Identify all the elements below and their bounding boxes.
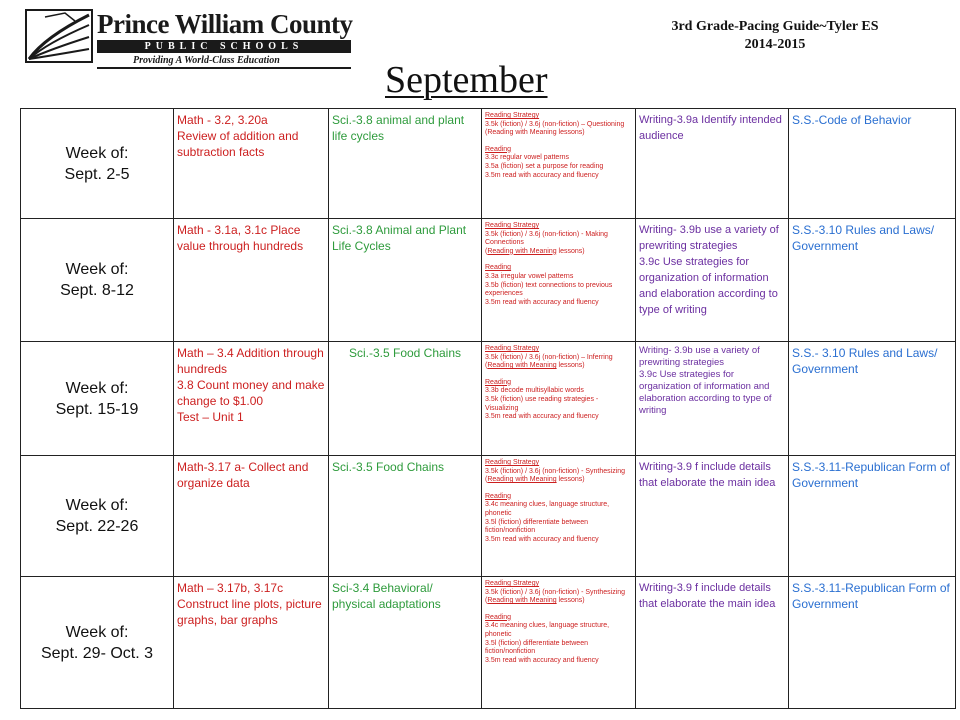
- social-studies-cell: [789, 456, 956, 577]
- reading-spacer: [485, 606, 632, 614]
- reading-line: 3.3c regular vowel patterns: [485, 154, 570, 162]
- math-cell: [174, 109, 329, 219]
- reading-heading: Reading: [485, 145, 512, 153]
- week-dates: Sept. 2-5: [64, 165, 130, 183]
- reading-strategy-line: 3.5k (fiction) / 3.6j (non-fiction) – Inferring: [485, 353, 613, 361]
- math-text: Test – Unit 1: [177, 410, 244, 424]
- page-header: [0, 0, 960, 108]
- month-title: September: [385, 59, 548, 101]
- org-tagline: Providing A World-Class Education: [133, 55, 280, 66]
- reading-line: 3.4c meaning clues, language structure, phonetic: [485, 622, 610, 638]
- reading-with-meaning-link[interactable]: Reading with Meaning: [487, 247, 557, 255]
- science-text: Sci-3.4 Behavioral/ physical adaptations: [332, 581, 441, 611]
- week-dates: Sept. 15-19: [55, 400, 139, 418]
- org-subtitle: PUBLIC SCHOOLS: [97, 40, 351, 53]
- school-year: 2014-2015: [744, 37, 806, 52]
- social-studies-text: S.S.-3.10 Rules and Laws/ Government: [792, 223, 935, 253]
- week-label: Week of:: [65, 261, 129, 278]
- social-studies-cell: [789, 219, 956, 342]
- math-cell: [174, 456, 329, 577]
- week-dates: Sept. 8-12: [60, 282, 134, 299]
- week-dates: Sept. 22-26: [55, 518, 139, 535]
- reading-spacer: [485, 485, 632, 493]
- social-studies-text: S.S.-3.11-Republican Form of Government: [792, 581, 950, 611]
- week-label: Week of:: [65, 497, 129, 514]
- social-studies-cell: [789, 109, 956, 219]
- reading-with-meaning-link[interactable]: Reading with Meaning: [487, 597, 557, 605]
- week-row: [21, 342, 956, 456]
- reading-meaning-line: (Reading with Meaning lessons): [485, 597, 585, 605]
- week-label: Week of:: [65, 144, 129, 162]
- reading-cell: [482, 342, 636, 456]
- writing-cell: [636, 577, 789, 709]
- reading-line: 3.5m read with accuracy and fluency: [485, 413, 599, 421]
- week-cell: [21, 577, 174, 709]
- county-seal-icon: [25, 9, 93, 63]
- social-studies-text: S.S.-3.11-Republican Form of Government: [792, 460, 950, 490]
- reading-line: 3.5l (fiction) differentiate between fiction/nonfiction: [485, 518, 588, 535]
- math-text: Math - 3.1a, 3.1c Place value through hundreds: [177, 223, 304, 253]
- math-cell: [174, 342, 329, 456]
- week-row: [21, 577, 956, 709]
- social-studies-cell: [789, 342, 956, 456]
- reading-strategy-heading: Reading Strategy: [485, 459, 540, 466]
- reading-strategy-line: 3.5k (fiction) / 3.6j (non-fiction) - Making Connections: [485, 230, 608, 247]
- writing-text: Writing-3.9 f include details that elaborate the main idea: [639, 582, 776, 610]
- social-studies-text: S.S.- 3.10 Rules and Laws/ Government: [792, 346, 938, 376]
- reading-meaning-line: (Reading with Meaning lessons): [485, 362, 585, 370]
- writing-text: Writing- 3.9b use a variety of prewriting strategies: [639, 345, 760, 368]
- reading-cell: [482, 577, 636, 709]
- math-text: Math – 3.4 Addition through hundreds: [177, 346, 324, 376]
- reading-with-meaning-link[interactable]: Reading with Meaning: [487, 362, 557, 370]
- reading-strategy-line: 3.5k (fiction) / 3.6j (non-fiction) - Synthesizing: [485, 467, 626, 475]
- week-cell: [21, 109, 174, 219]
- reading-cell: [482, 219, 636, 342]
- reading-heading: Reading: [485, 492, 512, 500]
- writing-cell: [636, 219, 789, 342]
- math-text: 3.8 Count money and make change to $1.00: [177, 378, 325, 408]
- reading-meaning-line: (Reading with Meaning lessons): [485, 476, 585, 484]
- reading-with-meaning-link[interactable]: Reading with Meaning: [487, 476, 557, 484]
- reading-meaning-suffix: lessons): [556, 597, 585, 605]
- reading-cell: [482, 109, 636, 219]
- reading-strategy-line: 3.5k (fiction) / 3.6j (non-fiction) - Synthesizing: [485, 588, 626, 596]
- math-text: Math-3.17 a- Collect and organize data: [177, 460, 309, 490]
- reading-line: 3.5m read with accuracy and fluency: [485, 171, 599, 179]
- science-text: Sci.-3.8 Animal and Plant Life Cycles: [332, 223, 467, 253]
- week-row: [21, 219, 956, 342]
- writing-text: Writing- 3.9b use a variety of prewriting strategies: [639, 224, 779, 252]
- reading-line: 3.3a irregular vowel patterns: [485, 272, 574, 280]
- reading-meaning-suffix: lessons): [556, 476, 585, 484]
- reading-strategy-heading: Reading Strategy: [485, 222, 540, 229]
- week-row: [21, 109, 956, 219]
- math-cell: [174, 577, 329, 709]
- reading-line: 3.5l (fiction) differentiate between fiction/nonfiction: [485, 639, 588, 656]
- reading-heading: Reading: [485, 264, 512, 272]
- week-cell: [21, 219, 174, 342]
- social-studies-cell: [789, 577, 956, 709]
- writing-text: Writing-3.9 f include details that elaborate the main idea: [639, 461, 776, 489]
- reading-spacer: [485, 256, 632, 264]
- reading-line: 3.5m read with accuracy and fluency: [485, 535, 599, 543]
- week-label: Week of:: [65, 623, 129, 641]
- reading-line: 3.3b decode multisyllabic words: [485, 387, 584, 395]
- reading-strategy-heading: Reading Strategy: [485, 345, 540, 352]
- math-text: Review of addition and subtraction facts: [177, 129, 299, 159]
- math-text: Math - 3.2, 3.20a: [177, 113, 268, 127]
- reading-meaning-line: (Reading with Meaning lessons): [485, 247, 585, 255]
- reading-meaning-suffix: lessons): [556, 247, 585, 255]
- science-text: Sci.-3.5 Food Chains: [332, 460, 445, 474]
- reading-spacer: [485, 138, 632, 146]
- reading-strategy-heading: Reading Strategy: [485, 580, 540, 587]
- reading-heading: Reading: [485, 378, 512, 386]
- reading-line: 3.5a (fiction) set a purpose for reading: [485, 162, 604, 170]
- writing-cell: [636, 109, 789, 219]
- social-studies-text: S.S.-Code of Behavior: [792, 113, 912, 127]
- reading-line: 3.5b (fiction) text connections to previous experiences: [485, 281, 613, 298]
- writing-cell: [636, 342, 789, 456]
- science-cell: [329, 219, 482, 342]
- reading-strategy-line: 3.5k (fiction) / 3.6j (non-fiction) – Questioning (Reading with Meaning lessons): [485, 120, 625, 137]
- week-cell: [21, 456, 174, 577]
- writing-text: 3.9c Use strategies for organization of information and elaboration according to type of writing: [639, 369, 772, 416]
- week-cell: [21, 342, 174, 456]
- science-cell: [329, 577, 482, 709]
- pwcs-logo: [25, 9, 351, 65]
- guide-heading: [615, 18, 935, 54]
- reading-strategy-heading: Reading Strategy: [485, 112, 540, 119]
- science-cell: [329, 456, 482, 577]
- reading-meaning-suffix: lessons): [556, 362, 585, 370]
- week-row: [21, 456, 956, 577]
- science-cell: [329, 109, 482, 219]
- reading-line: 3.5k (fiction) use reading strategies - Visualizing: [485, 395, 599, 412]
- writing-text: Writing-3.9a Identify intended audience: [639, 114, 782, 142]
- reading-line: 3.5m read with accuracy and fluency: [485, 298, 599, 306]
- logo-divider: [97, 67, 351, 69]
- reading-line: 3.4c meaning clues, language structure, phonetic: [485, 501, 610, 517]
- week-label: Week of:: [65, 379, 129, 397]
- pacing-table: [20, 108, 956, 709]
- science-cell: [329, 342, 482, 456]
- math-text: Math – 3.17b, 3.17c Construct line plots, picture graphs, bar graphs: [177, 581, 322, 627]
- writing-cell: [636, 456, 789, 577]
- week-dates: Sept. 29- Oct. 3: [40, 644, 154, 662]
- reading-spacer: [485, 371, 632, 379]
- guide-title: 3rd Grade-Pacing Guide~Tyler ES: [671, 19, 879, 34]
- reading-cell: [482, 456, 636, 577]
- math-cell: [174, 219, 329, 342]
- science-text: Sci.-3.8 animal and plant life cycles: [332, 113, 465, 143]
- reading-line: 3.5m read with accuracy and fluency: [485, 656, 599, 664]
- writing-text: 3.9c Use strategies for organization of information and elaboration according to type of writing: [639, 256, 778, 316]
- science-text: Sci.-3.5 Food Chains: [348, 346, 462, 360]
- org-name: Prince William County: [97, 9, 353, 39]
- reading-heading: Reading: [485, 613, 512, 621]
